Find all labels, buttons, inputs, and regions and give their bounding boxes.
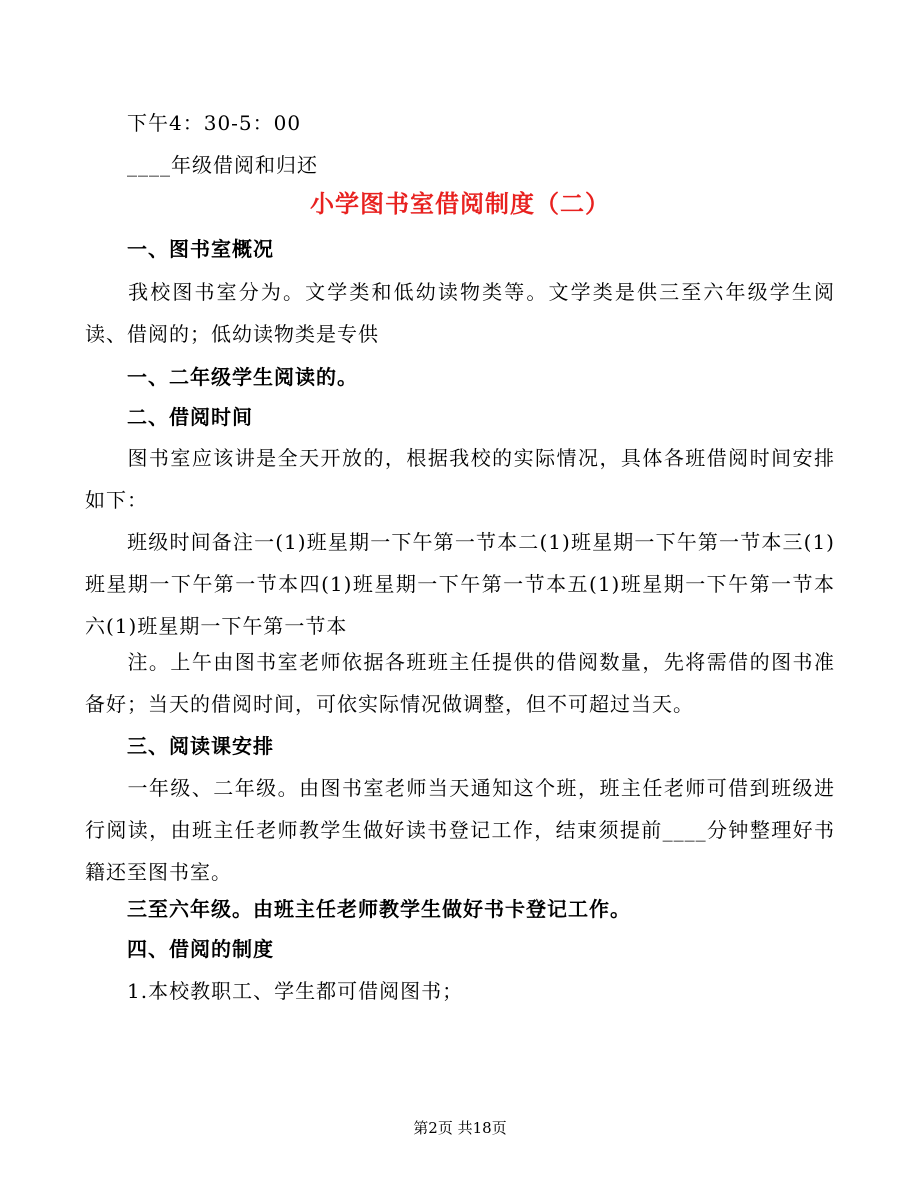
section-3-paragraph bbox=[85, 767, 835, 893]
time-line: 下午4：30-5：00 bbox=[127, 111, 302, 135]
section-2-note bbox=[85, 641, 835, 725]
section-2-paragraph bbox=[85, 437, 835, 521]
section-1-paragraph bbox=[85, 271, 835, 355]
section-2-schedule-text: 班级时间备注一(1)班星期一下午第一节本二(1)班星期一下午第一节本三(1)班星期一下午第一节本四(1)班星期一下午第一节本五(1)班星期一下午第一节本六(1)班星期一下午第一节本 bbox=[85, 530, 835, 638]
section-2-note-text: 注。上午由图书室老师依据各班班主任提供的借阅数量，先将需借的图书准备好；当天的借阅时间，可依实际情况做调整，但不可超过当天。 bbox=[85, 650, 835, 716]
document-title: 小学图书室借阅制度（二） bbox=[310, 190, 610, 218]
section-1-bold-line: 一、二年级学生阅读的。 bbox=[127, 365, 358, 389]
section-2-heading: 二、借阅时间 bbox=[127, 405, 253, 429]
section-3-text: 一年级、二年级。由图书室老师当天通知这个班，班主任老师可借到班级进行阅读，由班主任老师教学生做好读书登记工作，结束须提前____分钟整理好书籍还至图书室。 bbox=[85, 776, 835, 884]
grade-line: ____年级借阅和归还 bbox=[127, 153, 318, 177]
section-3-heading: 三、阅读课安排 bbox=[127, 734, 274, 758]
page-number: 第2页 共18页 bbox=[413, 1119, 507, 1137]
section-1-heading: 一、图书室概况 bbox=[127, 237, 274, 261]
section-3-bold-line: 三至六年级。由班主任老师教学生做好书卡登记工作。 bbox=[127, 897, 631, 921]
section-2-schedule bbox=[85, 521, 835, 647]
section-2-text: 图书室应该讲是全天开放的，根据我校的实际情况，具体各班借阅时间安排如下： bbox=[85, 446, 835, 512]
section-4-item-1: 1.本校教职工、学生都可借阅图书； bbox=[127, 979, 464, 1003]
section-4-heading: 四、借阅的制度 bbox=[127, 937, 274, 961]
section-1-text: 我校图书室分为。文学类和低幼读物类等。文学类是供三至六年级学生阅读、借阅的；低幼读物类是专供 bbox=[85, 280, 835, 346]
